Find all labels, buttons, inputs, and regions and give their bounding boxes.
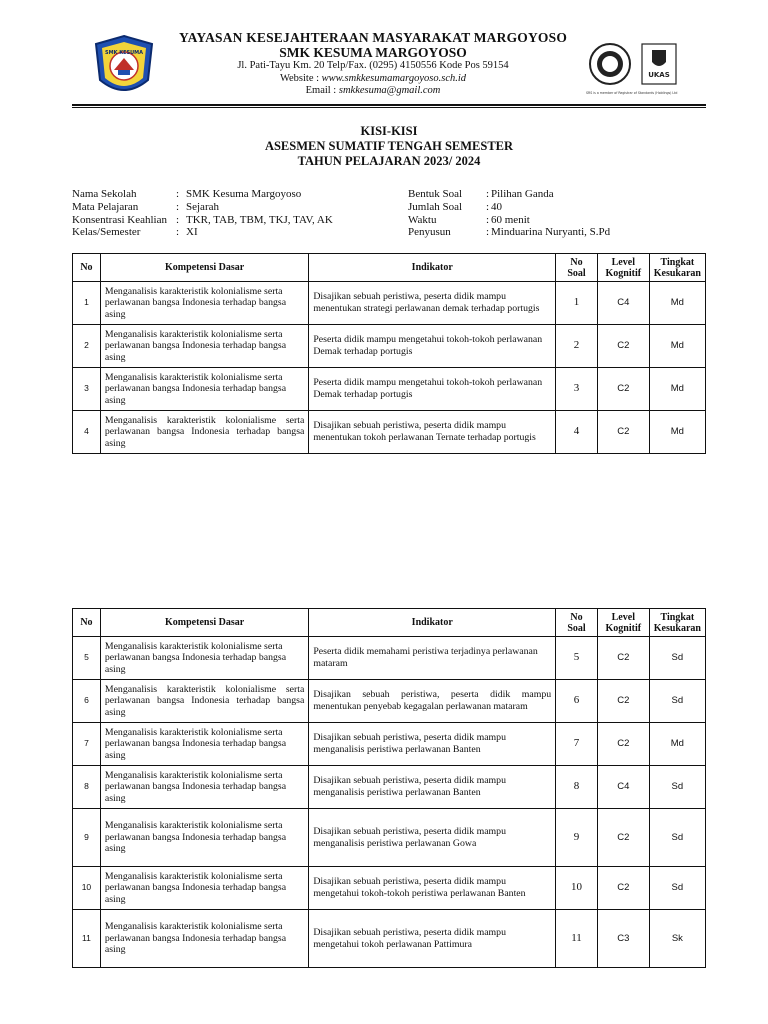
info-row: Kelas/Semester : XI bbox=[72, 226, 198, 239]
table-row: 5 Menganalisis karakteristik kolonialisme serta perlawanan bangsa Indonesia terhadap bangsa asing Peserta didik memahami peristiwa terjadinya perlawanan mataram 5 C2 Sd bbox=[73, 637, 706, 680]
info-row: Bentuk Soal : Pilihan Ganda bbox=[408, 188, 554, 200]
col-header-no-soal: No Soal bbox=[556, 609, 598, 637]
svg-text:SRS is a member of Registrar o: SRS is a member of Registrar of Standards (Holdings) Ltd bbox=[586, 91, 678, 95]
header-divider bbox=[72, 104, 706, 106]
school-email bbox=[168, 85, 578, 98]
col-header-indikator: Indikator bbox=[309, 609, 556, 637]
school-website bbox=[168, 73, 578, 86]
school-logo-icon bbox=[90, 34, 158, 100]
info-row: Konsentrasi Keahlian : TKR, TAB, TBM, TKJ, TAV, AK bbox=[72, 213, 333, 226]
letterhead bbox=[72, 30, 706, 102]
table-row: 1 Menganalisis karakteristik kolonialisme serta perlawanan bangsa Indonesia terhadap bangsa asing Disajikan sebuah peristiwa, peserta didik mampu menentukan strategi perlawanan demak terhadap portugis 1 C4 Md bbox=[73, 282, 706, 325]
col-header-level: Level Kognitif bbox=[597, 609, 649, 637]
table-header-row bbox=[73, 609, 706, 637]
website-link[interactable]: www.smkkesumamargoyoso.sch.id bbox=[321, 72, 467, 84]
table-row: 10 Menganalisis karakteristik kolonialisme serta perlawanan bangsa Indonesia terhadap bangsa asing Disajikan sebuah peristiwa, peserta didik mampu mengetahui tokoh-tokoh peristiwa perlawanan Banten 10 C2 Sd bbox=[73, 867, 706, 910]
info-row: Jumlah Soal : 40 bbox=[408, 200, 502, 213]
col-header-tingkat: Tingkat Kesukaran bbox=[649, 254, 705, 282]
col-header-level: Level Kognitif bbox=[597, 254, 649, 282]
info-left bbox=[72, 188, 333, 239]
foundation-name: YAYASAN KESEJAHTERAAN MASYARAKAT MARGOYOSO bbox=[178, 30, 568, 45]
table-row: 8 Menganalisis karakteristik kolonialisme serta perlawanan bangsa Indonesia terhadap bangsa asing Disajikan sebuah peristiwa, peserta didik mampu menganalisis peristiwa perlawanan Banten 8 C4 Sd bbox=[73, 766, 706, 809]
table-row: 4 Menganalisis karakteristik kolonialisme serta perlawanan bangsa Indonesia terhadap bangsa asing Disajikan sebuah peristiwa, peserta didik mampu menentukan tokoh perlawanan Ternate terhadap portugis 4 C2 Md bbox=[73, 411, 706, 454]
col-header-no: No bbox=[73, 609, 101, 637]
svg-text:UKAS: UKAS bbox=[648, 71, 670, 79]
school-address: Jl. Pati-Tayu Km. 20 Telp/Fax. (0295) 4150556 Kode Pos 59154 bbox=[237, 60, 509, 71]
info-row: Waktu : 60 menit bbox=[408, 213, 530, 226]
table-row: 11 Menganalisis karakteristik kolonialisme serta perlawanan bangsa Indonesia terhadap bangsa asing Disajikan sebuah peristiwa, peserta didik mampu mengetahui tokoh perlawanan Pattimura 11 C3 Sk bbox=[73, 910, 706, 968]
info-row: Penyusun : Minduarina Nuryanti, S.Pd bbox=[408, 226, 611, 239]
document-title bbox=[72, 124, 706, 169]
website-label: Website : bbox=[279, 72, 320, 84]
table-row: 7 Menganalisis karakteristik kolonialisme serta perlawanan bangsa Indonesia terhadap bangsa asing Disajikan sebuah peristiwa, peserta didik mampu menganalisis peristiwa perlawanan Banten 7 C2 Md bbox=[73, 723, 706, 766]
table-header-row bbox=[73, 254, 706, 282]
col-header-no: No bbox=[73, 254, 101, 282]
title-line-3: TAHUN PELAJARAN 2023/ 2024 bbox=[297, 154, 481, 168]
email-label: Email : bbox=[305, 85, 337, 96]
col-header-kd: Kompetensi Dasar bbox=[100, 254, 308, 282]
title-line-2: ASESMEN SUMATIF TENGAH SEMESTER bbox=[264, 139, 514, 153]
table-row: 9 Menganalisis karakteristik kolonialisme serta perlawanan bangsa Indonesia terhadap bangsa asing Disajikan sebuah peristiwa, peserta didik mampu menganalisis peristiwa perlawanan Gowa 9 C2 Sd bbox=[73, 809, 706, 867]
email-link[interactable]: smkkesuma@gmail.com bbox=[338, 85, 441, 96]
kisi-kisi-table-2 bbox=[72, 608, 706, 968]
col-header-indikator: Indikator bbox=[309, 254, 556, 282]
school-name: SMK KESUMA MARGOYOSO bbox=[279, 45, 467, 60]
col-header-no-soal: No Soal bbox=[556, 254, 598, 282]
title-line-1: KISI-KISI bbox=[360, 124, 418, 138]
table-row: 2 Menganalisis karakteristik kolonialisme serta perlawanan bangsa Indonesia terhadap bangsa asing Peserta didik mampu mengetahui tokoh-tokoh perlawanan Demak terhadap portugis 2 C2 Md bbox=[73, 325, 706, 368]
info-row: Mata Pelajaran : Sejarah bbox=[72, 200, 219, 213]
header-divider-thin bbox=[72, 107, 706, 108]
col-header-tingkat: Tingkat Kesukaran bbox=[649, 609, 705, 637]
kisi-kisi-table-1 bbox=[72, 253, 706, 454]
certification-logos-icon bbox=[582, 40, 700, 98]
table-row: 3 Menganalisis karakteristik kolonialisme serta perlawanan bangsa Indonesia terhadap bangsa asing Peserta didik mampu mengetahui tokoh-tokoh perlawanan Demak terhadap portugis 3 C2 Md bbox=[73, 368, 706, 411]
info-right bbox=[408, 188, 610, 239]
table-row: 6 Menganalisis karakteristik kolonialisme serta perlawanan bangsa Indonesia terhadap bangsa asing Disajikan sebuah peristiwa, peserta didik mampu menentukan penyebab kegagalan perlawanan mataram 6 C2 Sd bbox=[73, 680, 706, 723]
svg-text:SMK KESUMA: SMK KESUMA bbox=[105, 50, 143, 56]
info-row: Nama Sekolah : SMK Kesuma Margoyoso bbox=[72, 188, 302, 200]
col-header-kd: Kompetensi Dasar bbox=[100, 609, 308, 637]
